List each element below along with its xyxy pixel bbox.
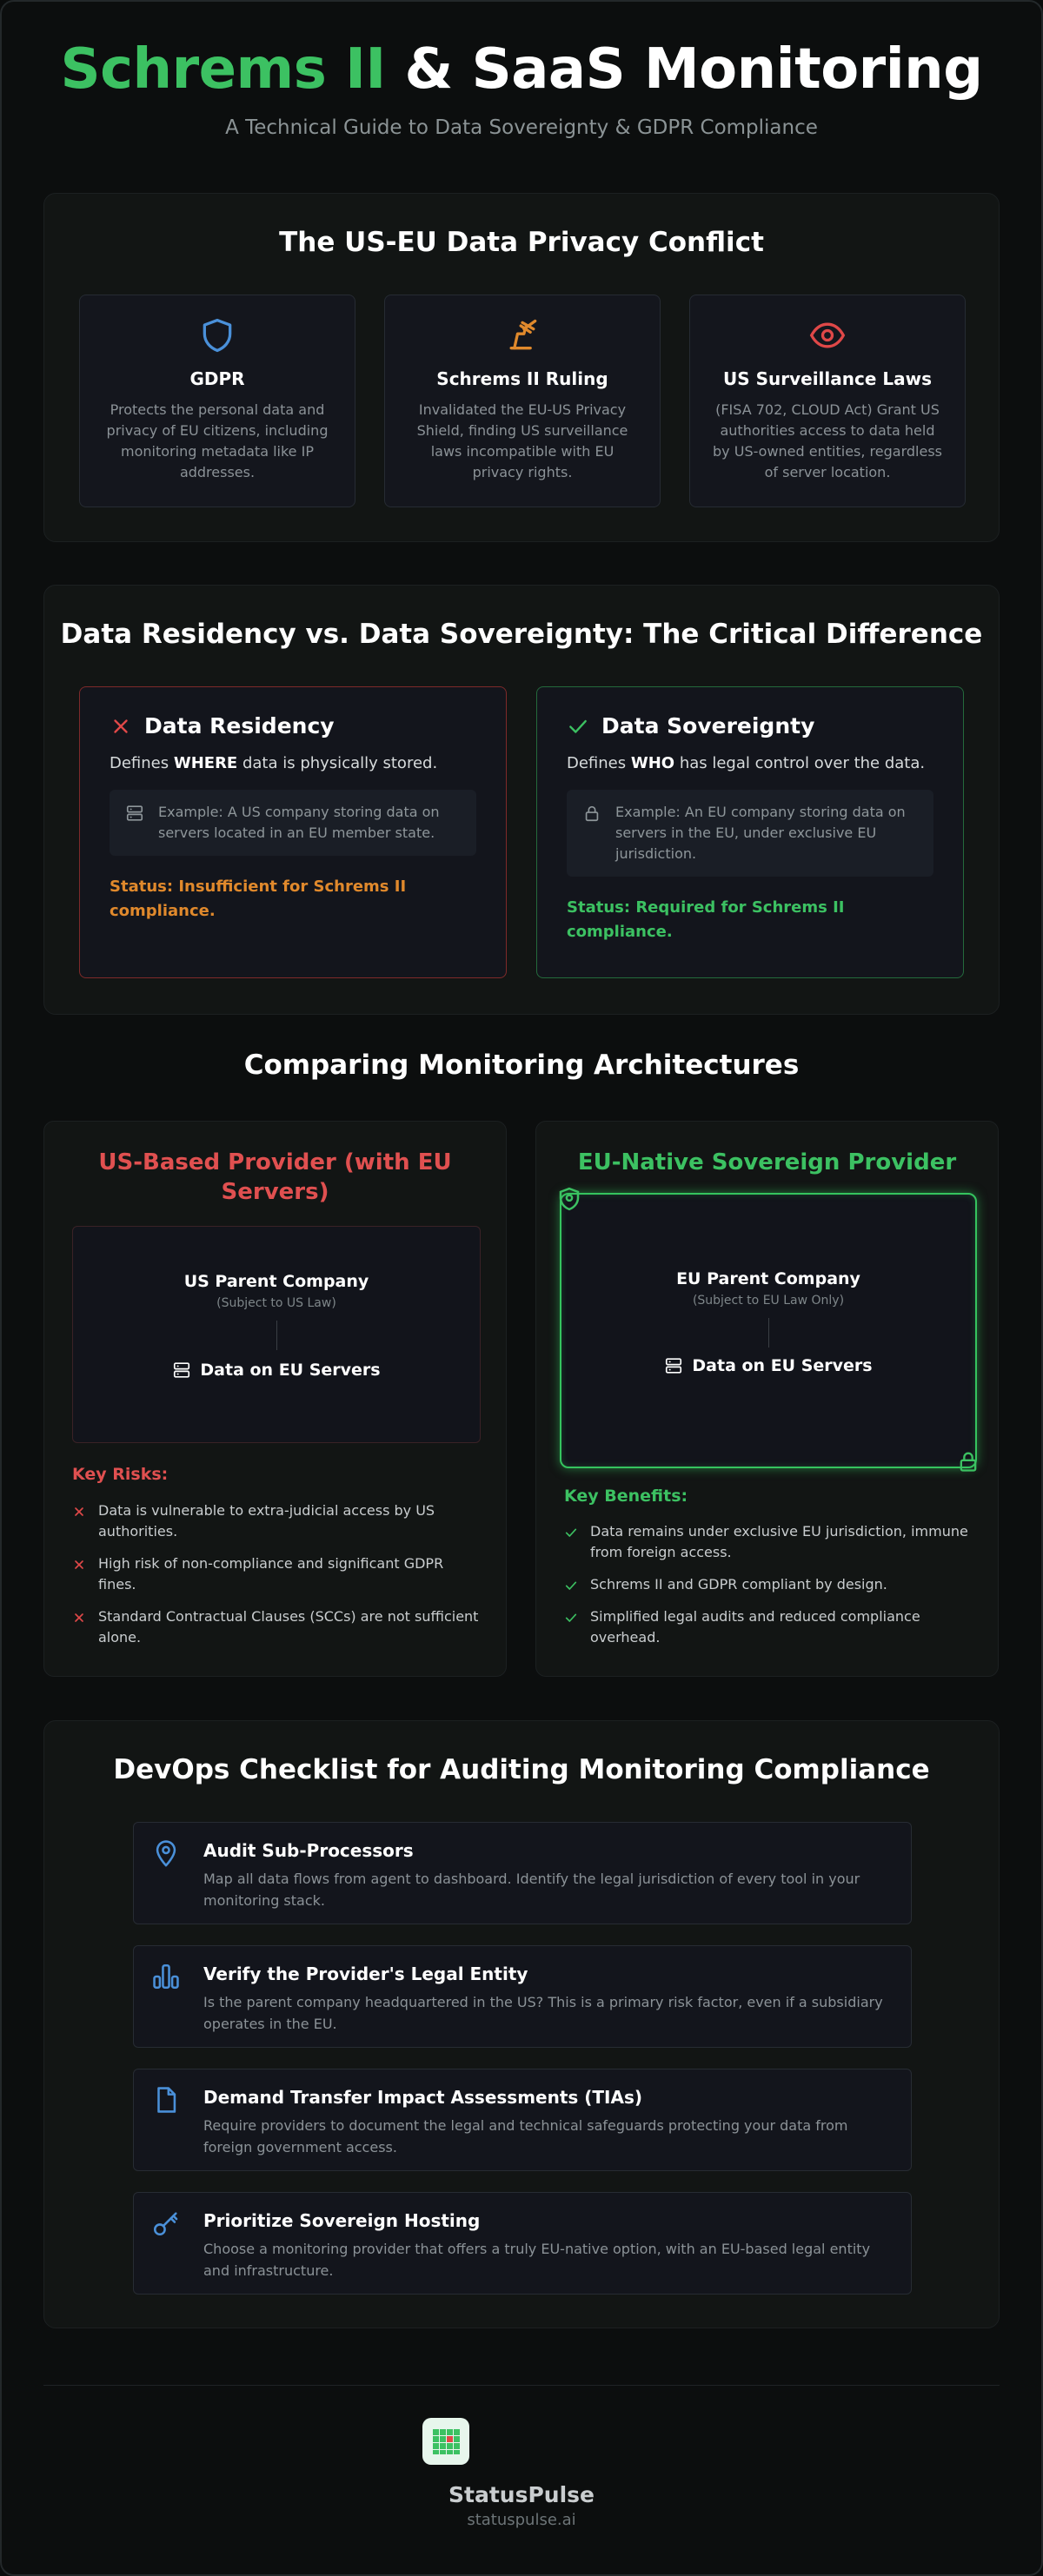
brand-url[interactable]: statuspulse.ai	[467, 2511, 576, 2529]
checklist-item-title: Prioritize Sovereign Hosting	[203, 2210, 481, 2231]
list-item-text: Data remains under exclusive EU jurisdiction, immune from foreign access.	[590, 1523, 968, 1560]
document-icon	[151, 2085, 181, 2115]
status-text: Status: Required for Schrems II compliance.	[567, 898, 845, 941]
key-benefits-list	[564, 1521, 973, 1659]
list-item-text: Simplified legal audits and reduced compliance overhead.	[590, 1608, 920, 1646]
key-risks-list	[72, 1500, 481, 1659]
parent-company: EU Parent Company	[676, 1269, 860, 1288]
definition-post: data is physically stored.	[237, 754, 438, 772]
list-item	[564, 1521, 973, 1563]
page-subtitle: A Technical Guide to Data Sovereignty & GDPR Compliance	[225, 116, 818, 139]
card-title: Data Residency	[144, 713, 335, 738]
list-item	[564, 1606, 973, 1648]
devops-checklist-section	[43, 1720, 1000, 2328]
eye-icon	[808, 316, 847, 354]
status-text: Status: Insufficient for Schrems II compliance.	[110, 877, 407, 920]
eu-servers	[73, 1361, 480, 1380]
server-icon	[125, 804, 144, 823]
checklist-item-audit-sub-processors	[133, 1822, 912, 1924]
checklist-item-demand-tias	[133, 2069, 912, 2171]
checklist-item-title: Audit Sub-Processors	[203, 1840, 414, 1861]
list-item	[72, 1553, 481, 1595]
checklist-item-desc: Is the parent company headquartered in the US? This is a primary risk factor, even if a subsidiary operates in the EU.	[203, 1994, 883, 2032]
gavel-icon	[503, 316, 541, 354]
list-item	[72, 1500, 481, 1542]
conflict-cards	[79, 295, 966, 507]
footer-divider	[43, 2385, 1000, 2386]
shield-icon	[556, 1186, 582, 1212]
section-title: The US-EU Data Privacy Conflict	[279, 227, 764, 258]
checklist-item-title: Demand Transfer Impact Assessments (TIAs)	[203, 2087, 643, 2108]
page-title	[43, 35, 1000, 104]
list-item-text: High risk of non-compliance and significant GDPR fines.	[98, 1555, 444, 1593]
x-icon	[72, 1611, 86, 1625]
section-title: Data Residency vs. Data Sovereignty: The Critical Difference	[60, 619, 983, 650]
schrems-ruling-card	[384, 295, 661, 507]
grid-logo-icon	[428, 2424, 463, 2459]
connector-line	[276, 1321, 277, 1350]
title-highlight: Schrems II	[60, 37, 386, 102]
brand-name: StatusPulse	[448, 2482, 595, 2507]
data-residency-card	[79, 686, 507, 978]
servers-label: Data on EU Servers	[200, 1361, 381, 1380]
parent-company-jurisdiction: (Subject to EU Law Only)	[692, 1294, 845, 1308]
definition-pre: Defines	[110, 754, 174, 772]
eu-provider-panel	[535, 1121, 999, 1677]
checklist-item-desc: Require providers to document the legal and technical safeguards protecting your data from foreign government access.	[203, 2117, 848, 2155]
example-text: Example: A US company storing data on servers located in an EU member state.	[158, 804, 440, 841]
card-title: Data Sovereignty	[601, 713, 815, 738]
panel-title: US-Based Provider (with EU Servers)	[98, 1149, 452, 1205]
list-item-text: Standard Contractual Clauses (SCCs) are not sufficient alone.	[98, 1608, 479, 1646]
example-box	[567, 790, 933, 877]
eu-servers	[561, 1356, 975, 1375]
server-icon	[172, 1361, 191, 1380]
list-item	[72, 1606, 481, 1648]
privacy-conflict-section	[43, 193, 1000, 542]
card-title: Schrems II Ruling	[436, 368, 608, 389]
check-icon	[567, 715, 589, 738]
check-icon	[564, 1611, 578, 1625]
servers-label: Data on EU Servers	[692, 1356, 873, 1375]
x-icon	[110, 715, 132, 738]
gdpr-card	[79, 295, 355, 507]
legal-entity-icon	[151, 1962, 181, 1991]
checklist-item-desc: Map all data flows from agent to dashboard. Identify the legal jurisdiction of every tool in your monitoring stack.	[203, 1871, 860, 1909]
residency-vs-sovereignty-section	[43, 585, 1000, 1015]
infographic	[43, 0, 1000, 2529]
us-provider-panel	[43, 1121, 507, 1677]
x-icon	[72, 1505, 86, 1519]
parent-company: US Parent Company	[183, 1272, 369, 1291]
connector-line	[768, 1318, 769, 1348]
checklist-item-desc: Choose a monitoring provider that offers a truly EU-native option, with an EU-based legal entity and infrastructure.	[203, 2241, 871, 2279]
statuspulse-logo	[422, 2418, 469, 2465]
key-benefits-title: Key Benefits:	[564, 1487, 688, 1506]
map-pin-icon	[151, 1838, 181, 1868]
key-icon	[151, 2208, 181, 2238]
server-icon	[664, 1356, 683, 1375]
check-icon	[564, 1526, 578, 1540]
card-desc: Protects the personal data and privacy of EU citizens, including monitoring metadata like IP addresses.	[106, 401, 329, 480]
card-desc: Invalidated the EU-US Privacy Shield, finding US surveillance laws incompatible with EU privacy rights.	[416, 401, 628, 480]
definition-post: has legal control over the data.	[674, 754, 926, 772]
shield-icon	[198, 316, 236, 354]
definition-pre: Defines	[567, 754, 631, 772]
architectures-title: Comparing Monitoring Architectures	[243, 1050, 800, 1081]
us-architecture-diagram	[72, 1226, 481, 1443]
eu-architecture-diagram	[560, 1193, 977, 1468]
list-item	[564, 1574, 973, 1595]
definition	[567, 754, 933, 772]
checklist-item-title: Verify the Provider's Legal Entity	[203, 1963, 528, 1984]
title-rest: & SaaS Monitoring	[385, 37, 983, 102]
key-risks-title: Key Risks:	[72, 1465, 169, 1484]
us-surveillance-card	[689, 295, 966, 507]
checklist-item-verify-legal-entity	[133, 1945, 912, 2048]
card-header	[567, 713, 933, 738]
section-title: DevOps Checklist for Auditing Monitoring Compliance	[113, 1754, 930, 1785]
check-icon	[564, 1579, 578, 1593]
example-text: Example: An EU company storing data on servers in the EU, under exclusive EU jurisdiction.	[615, 804, 906, 862]
definition-keyword: WHO	[630, 754, 675, 772]
definition-keyword: WHERE	[173, 754, 238, 772]
panel-title: EU-Native Sovereign Provider	[577, 1149, 957, 1175]
example-box	[110, 790, 476, 856]
parent-company-jurisdiction: (Subject to US Law)	[216, 1296, 336, 1310]
definition	[110, 754, 476, 772]
lock-icon	[956, 1449, 980, 1473]
card-title: US Surveillance Laws	[722, 368, 933, 389]
lock-icon	[582, 804, 601, 823]
x-icon	[72, 1558, 86, 1572]
card-header	[110, 713, 476, 738]
list-item-text: Data is vulnerable to extra-judicial access by US authorities.	[98, 1502, 435, 1540]
card-desc: (FISA 702, CLOUD Act) Grant US authorities access to data held by US-owned entities, regardless of server location.	[713, 401, 942, 480]
list-item-text: Schrems II and GDPR compliant by design.	[590, 1576, 887, 1593]
checklist-item-sovereign-hosting	[133, 2192, 912, 2295]
card-title: GDPR	[189, 368, 245, 389]
data-sovereignty-card	[536, 686, 964, 978]
